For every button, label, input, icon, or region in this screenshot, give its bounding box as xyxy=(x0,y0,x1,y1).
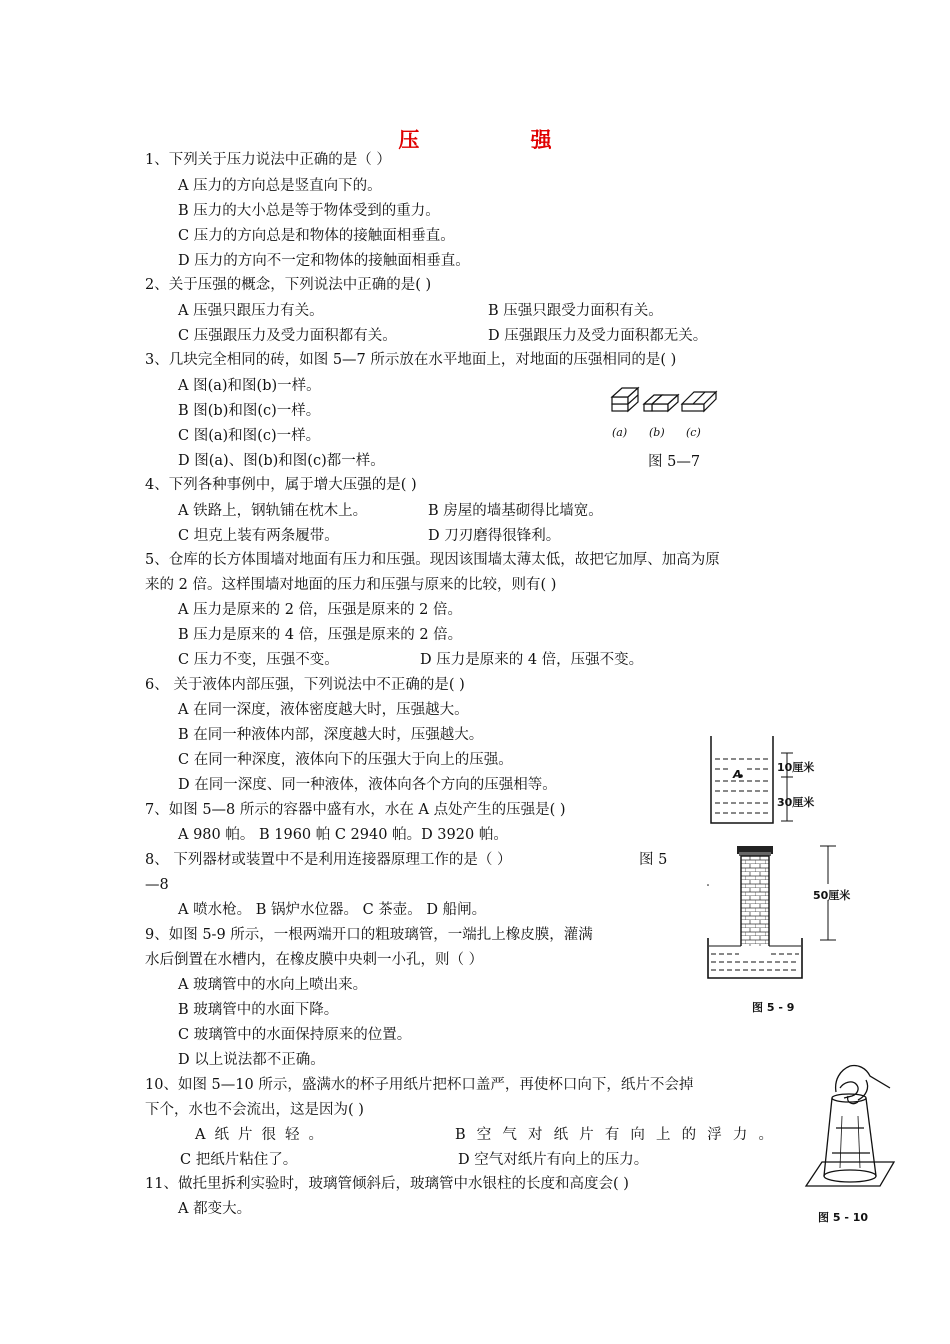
fig-5-9-label-50cm: 50厘米 xyxy=(813,889,851,902)
fig-5-7-caption: 图 5—7 xyxy=(648,454,701,470)
q9-stem-line1: 9、如图 5-9 所示，一根两端开口的粗玻璃管，一端扎上橡皮膜，灌满 xyxy=(145,927,593,943)
q3-stem: 3、几块完全相同的砖，如图 5—7 所示放在水平地面上，对地面的压强相同的是( ) xyxy=(145,352,677,368)
q6-option-d: D 在同一深度、同一种液体，液体向各个方向的压强相等。 xyxy=(178,777,557,793)
q4-stem: 4、下列各种事例中，属于增大压强的是( ) xyxy=(145,477,417,493)
q2-option-d: D 压强跟压力及受力面积都无关。 xyxy=(488,328,708,344)
q5-stem-line2: 来的 2 倍。这样围墙对地面的压力和压强与原来的比较，则有( ) xyxy=(145,577,557,593)
q7-options: A 980 帕。 B 1960 帕 C 2940 帕。D 3920 帕。 xyxy=(178,827,508,843)
q2-option-b: B 压强只跟受力面积有关。 xyxy=(488,303,663,319)
figure-5-7-bricks xyxy=(608,380,720,425)
q4-option-c: C 坦克上装有两条履带。 xyxy=(178,528,339,544)
q8-options: A 喷水枪。 B 锅炉水位器。 C 茶壶。 D 船闸。 xyxy=(178,902,487,918)
q6-stem: 6、 关于液体内部压强，下列说法中不正确的是( ) xyxy=(145,677,465,693)
figure-5-9-glass-tube xyxy=(705,840,855,985)
q1-option-a: A 压力的方向总是竖直向下的。 xyxy=(178,178,382,194)
q9-option-d: D 以上说法都不正确。 xyxy=(178,1052,325,1068)
q6-option-c: C 在同一种深度，液体向下的压强大于向上的压强。 xyxy=(178,752,513,768)
q3-option-b: B 图(b)和图(c)一样。 xyxy=(178,403,321,419)
q10-stem-line1: 10、如图 5—10 所示，盛满水的杯子用纸片把杯口盖严，再使杯口向下，纸片不会掉 xyxy=(145,1077,694,1093)
q5-option-a: A 压力是原来的 2 倍，压强是原来的 2 倍。 xyxy=(178,602,462,618)
q4-option-a: A 铁路上，钢轨铺在枕木上。 xyxy=(178,503,368,519)
q8-figure-ref: 图 5 xyxy=(639,852,668,868)
q7-stem: 7、如图 5—8 所示的容器中盛有水，水在 A 点处产生的压强是( ) xyxy=(145,802,566,818)
q10-option-c: C 把纸片粘住了。 xyxy=(180,1152,298,1168)
q10-option-b: B 空 气 对 纸 片 有 向 上 的 浮 力 。 xyxy=(455,1127,773,1143)
q10-stem-line2: 下个，水也不会流出，这是因为( ) xyxy=(145,1102,364,1118)
fig-5-7-label-b: (b) xyxy=(649,426,665,439)
fig-5-8-point-label: A xyxy=(733,768,742,781)
q6-option-b: B 在同一种液体内部，深度越大时，压强越大。 xyxy=(178,727,484,743)
q9-option-b: B 玻璃管中的水面下降。 xyxy=(178,1002,339,1018)
q9-option-a: A 玻璃管中的水向上喷出来。 xyxy=(178,977,368,993)
q2-option-a: A 压强只跟压力有关。 xyxy=(178,303,324,319)
q1-option-d: D 压力的方向不一定和物体的接触面相垂直。 xyxy=(178,253,470,269)
fig-5-7-label-a: (a) xyxy=(612,426,628,439)
q10-option-d: D 空气对纸片有向上的压力。 xyxy=(458,1152,649,1168)
q1-option-b: B 压力的大小总是等于物体受到的重力。 xyxy=(178,203,440,219)
fig-5-8-label-30cm: 30厘米 xyxy=(777,796,815,809)
q2-option-c: C 压强跟压力及受力面积都有关。 xyxy=(178,328,397,344)
q10-option-a: A 纸 片 很 轻 。 xyxy=(195,1127,323,1143)
q5-stem-line1: 5、仓库的长方体围墙对地面有压力和压强。现因该围墙太薄太低，故把它加厚、加高为原 xyxy=(145,552,720,568)
q11-stem: 11、做托里拆利实验时，玻璃管倾斜后，玻璃管中水银柱的长度和高度会( ) xyxy=(145,1176,629,1192)
q4-option-b: B 房屋的墙基砌得比墙宽。 xyxy=(428,503,603,519)
fig-5-7-label-c: (c) xyxy=(686,426,701,439)
figure-5-8-container xyxy=(705,733,785,828)
q1-stem: 1、下列关于压力说法中正确的是（ ） xyxy=(145,152,391,168)
q11-option-a: A 都变大。 xyxy=(178,1201,252,1217)
q5-option-d: D 压力是原来的 4 倍，压强不变。 xyxy=(420,652,644,668)
q8-figure-ref-cont: —8 xyxy=(145,877,169,893)
fig-5-9-caption: 图 5 - 9 xyxy=(752,1001,795,1014)
q3-option-d: D 图(a)、图(b)和图(c)都一样。 xyxy=(178,453,385,469)
q9-stem-line2: 水后倒置在水槽内，在橡皮膜中央刺一小孔，则（ ） xyxy=(145,952,484,968)
q3-option-a: A 图(a)和图(b)一样。 xyxy=(178,378,321,394)
q2-stem: 2、关于压强的概念，下列说法中正确的是( ) xyxy=(145,277,432,293)
figure-5-10-inverted-cup xyxy=(800,1058,900,1196)
q9-option-c: C 玻璃管中的水面保持原来的位置。 xyxy=(178,1027,412,1043)
fig-5-10-caption: 图 5 - 10 xyxy=(818,1211,869,1224)
page-title: 压 强 xyxy=(398,127,604,152)
q8-stem: 8、 下列器材或装置中不是利用连接器原理工作的是（ ） xyxy=(145,852,512,868)
fig-5-8-label-10cm: 10厘米 xyxy=(777,761,815,774)
q1-option-c: C 压力的方向总是和物体的接触面相垂直。 xyxy=(178,228,455,244)
q4-option-d: D 刀刃磨得很锋利。 xyxy=(428,528,561,544)
q3-option-c: C 图(a)和图(c)一样。 xyxy=(178,428,321,444)
q6-option-a: A 在同一深度，液体密度越大时，压强越大。 xyxy=(178,702,469,718)
q5-option-b: B 压力是原来的 4 倍，压强是原来的 2 倍。 xyxy=(178,627,463,643)
q5-option-c: C 压力不变，压强不变。 xyxy=(178,652,339,668)
